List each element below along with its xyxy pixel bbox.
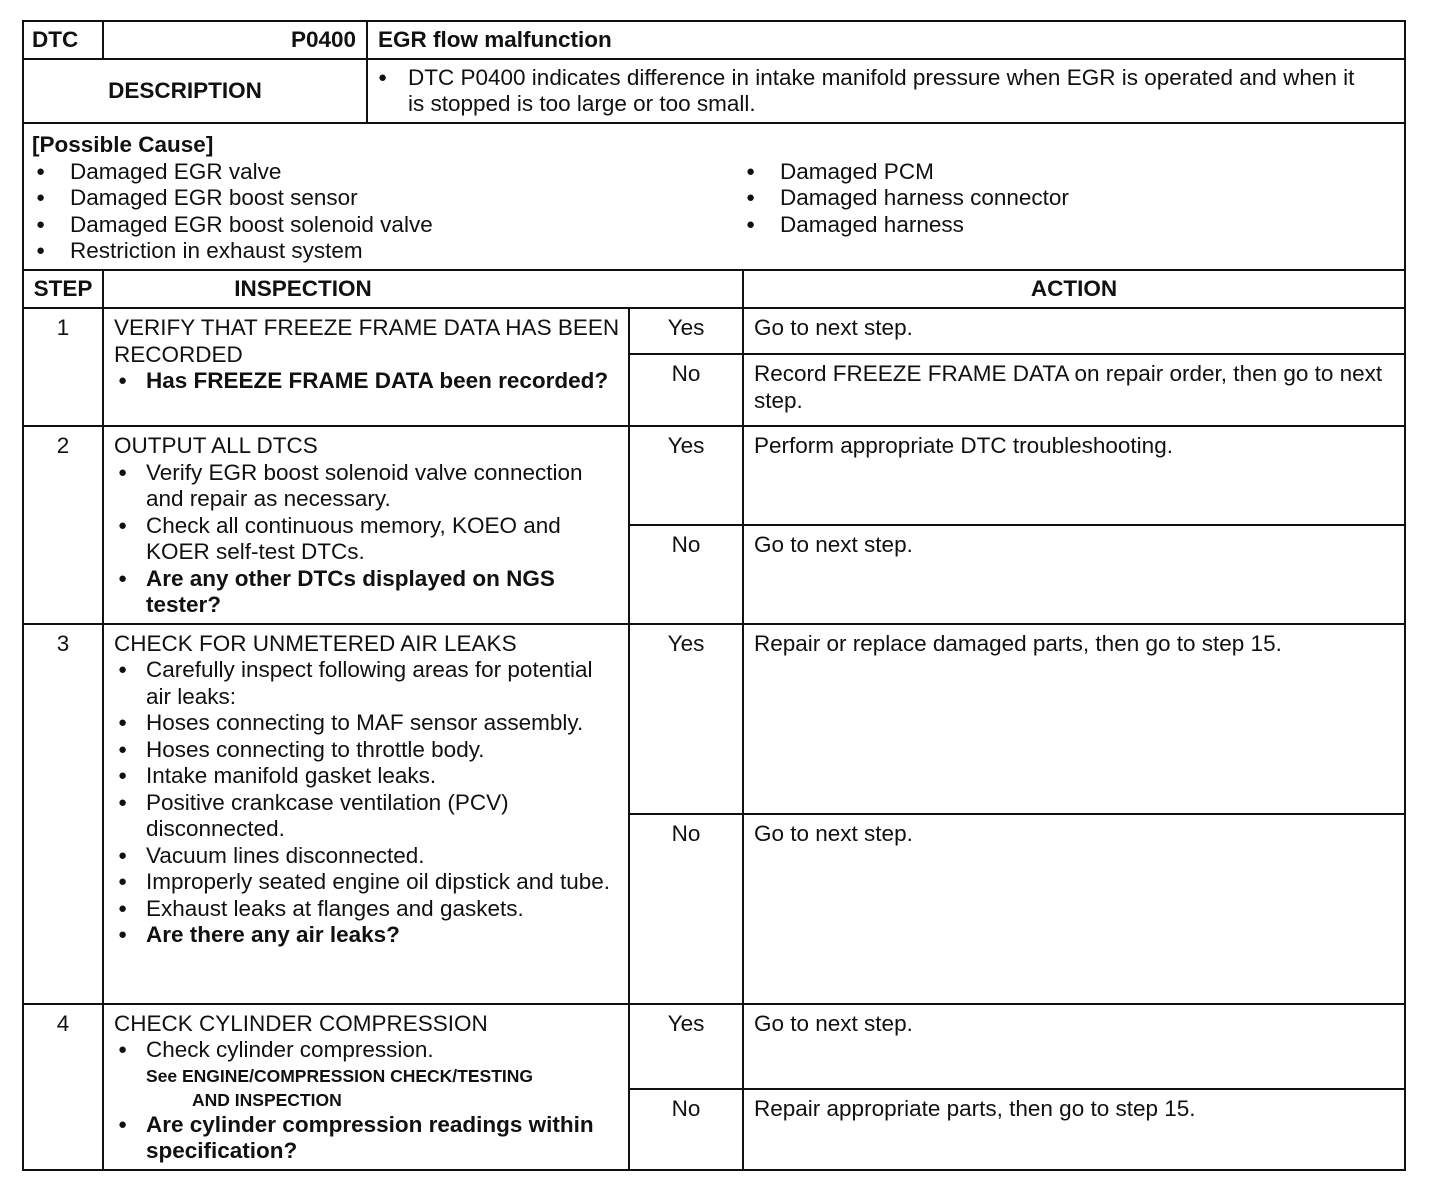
inspection-column-header: INSPECTION: [103, 270, 743, 308]
inspection-cell: [103, 308, 629, 426]
dtc-table: [22, 20, 1406, 1171]
reference-line-2: AND INSPECTION: [192, 1089, 342, 1110]
inspection-bullet: ● Positive crankcase ventilation (PCV) disconnected.: [114, 790, 620, 843]
cause-item: ● Restriction in exhaust system: [32, 238, 742, 265]
step-row: [23, 624, 1405, 814]
dtc-code: P0400: [103, 21, 367, 59]
inspection-question: ● Are there any air leaks?: [114, 922, 620, 949]
possible-cause-row: [23, 123, 1405, 270]
description-text: ● DTC P0400 indicates difference in intake manifold pressure when EGR is operated and when it is stopped is too large or too small.: [368, 65, 1364, 118]
cause-item: ● Damaged EGR boost sensor: [32, 185, 742, 212]
inspection-bullet: ● Hoses connecting to MAF sensor assembly.: [114, 710, 620, 737]
yes-label: Yes: [629, 1004, 743, 1089]
cause-list-left: [32, 159, 742, 265]
step-number: 1: [23, 308, 103, 426]
no-label: No: [629, 814, 743, 1004]
yes-label: Yes: [629, 308, 743, 354]
inspection-bullet: ● Intake manifold gasket leaks.: [114, 763, 620, 790]
no-label: No: [629, 525, 743, 624]
inspection-cell: [103, 624, 629, 1004]
description-row: [23, 59, 1405, 123]
inspection-question: ● Has FREEZE FRAME DATA been recorded?: [114, 368, 620, 395]
description-label: DESCRIPTION: [23, 59, 367, 123]
inspection-bullet: ● Improperly seated engine oil dipstick and tube.: [114, 869, 620, 896]
no-label: No: [629, 354, 743, 426]
column-header-row: [23, 270, 1405, 308]
inspection-bullet: ● Check all continuous memory, KOEO and KOER self-test DTCs.: [114, 513, 620, 566]
step-row: [23, 1004, 1405, 1089]
yes-action: Perform appropriate DTC troubleshooting.: [743, 426, 1405, 525]
inspection-title: VERIFY THAT FREEZE FRAME DATA HAS BEEN RECORDED: [114, 315, 620, 367]
inspection-cell: [103, 1004, 629, 1170]
inspection-bullet: ● Verify EGR boost solenoid valve connection and repair as necessary.: [114, 460, 620, 513]
dtc-sheet: [22, 20, 1404, 1171]
inspection-bullet: ● Vacuum lines disconnected.: [114, 843, 620, 870]
step-number: 4: [23, 1004, 103, 1170]
inspection-title: OUTPUT ALL DTCS: [114, 433, 318, 458]
yes-label: Yes: [629, 624, 743, 814]
cause-list-right: [742, 159, 1382, 265]
yes-action: Repair or replace damaged parts, then go to step 15.: [743, 624, 1405, 814]
step-number: 3: [23, 624, 103, 1004]
step-row: [23, 308, 1405, 354]
step-number: 2: [23, 426, 103, 624]
inspection-bullet: ● Exhaust leaks at flanges and gaskets.: [114, 896, 620, 923]
inspection-bullet: ● Check cylinder compression.: [114, 1037, 620, 1064]
possible-cause-heading: [Possible Cause]: [32, 132, 214, 157]
no-action: Go to next step.: [743, 525, 1405, 624]
inspection-cell: [103, 426, 629, 624]
cause-item: ● Damaged EGR boost solenoid valve: [32, 212, 742, 239]
cause-item: ● Damaged PCM: [742, 159, 1382, 186]
inspection-title: CHECK FOR UNMETERED AIR LEAKS: [114, 630, 517, 656]
inspection-question: ● Are cylinder compression readings within specification?: [114, 1112, 620, 1165]
no-action: Repair appropriate parts, then go to step 15.: [743, 1089, 1405, 1170]
dtc-label: DTC: [23, 21, 103, 59]
yes-action: Go to next step.: [743, 1004, 1405, 1089]
no-action: Go to next step.: [743, 814, 1405, 1004]
dtc-title: EGR flow malfunction: [367, 21, 1405, 59]
cause-item: ● Damaged harness: [742, 212, 1382, 239]
header-row: [23, 21, 1405, 59]
inspection-bullet: ● Hoses connecting to throttle body.: [114, 737, 620, 764]
inspection-title: CHECK CYLINDER COMPRESSION: [114, 1010, 488, 1036]
yes-label: Yes: [629, 426, 743, 525]
step-row: [23, 426, 1405, 525]
step-column-header: STEP: [23, 270, 103, 308]
inspection-question: ● Are any other DTCs displayed on NGS tester?: [114, 566, 620, 619]
yes-action: Go to next step.: [743, 308, 1405, 354]
inspection-bullet: ● Carefully inspect following areas for potential air leaks:: [114, 657, 620, 710]
possible-cause-cell: [23, 123, 1405, 270]
no-label: No: [629, 1089, 743, 1170]
cause-item: ● Damaged EGR valve: [32, 159, 742, 186]
description-cell: [367, 59, 1405, 123]
no-action: Record FREEZE FRAME DATA on repair order, then go to next step.: [743, 354, 1405, 426]
action-column-header: ACTION: [743, 270, 1405, 308]
cause-item: ● Damaged harness connector: [742, 185, 1382, 212]
reference-line-1: See ENGINE/COMPRESSION CHECK/TESTING: [146, 1065, 534, 1086]
